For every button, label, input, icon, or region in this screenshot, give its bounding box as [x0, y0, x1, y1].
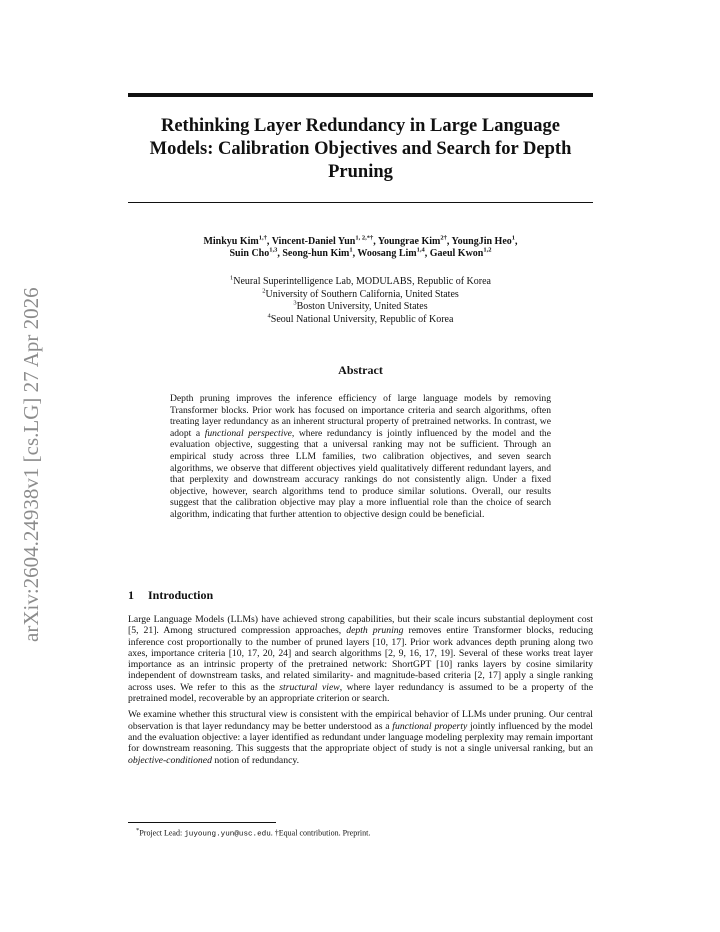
- affiliation-text: Boston University, United States: [296, 301, 428, 312]
- body-text: notion of redundancy.: [211, 754, 300, 766]
- footnote-text: Project Lead:: [139, 828, 185, 838]
- abstract-paragraph: [170, 393, 551, 521]
- footnote: [136, 826, 593, 840]
- footnote-marker: *: [136, 827, 140, 834]
- author-marker: 2†: [440, 234, 447, 242]
- footnote-text: . †Equal contribution. Preprint.: [270, 828, 371, 838]
- introduction-body: [128, 614, 593, 771]
- body-paragraph: [128, 709, 593, 765]
- body-paragraph: [128, 614, 593, 704]
- affiliation: [128, 314, 593, 327]
- arxiv-identifier: arXiv:2604.24938v1 [cs.LG] 27 Apr 2026: [19, 287, 43, 642]
- author-marker: 1, 2,*†: [355, 234, 374, 242]
- affiliation-marker: 4: [267, 312, 271, 320]
- author-name: Gaeul Kwon: [429, 248, 484, 259]
- affiliation-marker: 3: [293, 299, 297, 307]
- footnote-email: juyoung.yun@usc.edu: [184, 830, 271, 839]
- section-title: Introduction: [148, 588, 214, 602]
- section-number: 1: [128, 588, 134, 602]
- author-name: Woosang Lim: [357, 248, 417, 259]
- author-marker: 1,3: [269, 246, 278, 254]
- author-name: YoungJin Heo: [451, 236, 512, 247]
- body-emphasis: structural view: [279, 681, 340, 693]
- paper-title: Rethinking Layer Redundancy in Large Language Models: Calibration Objectives and Search for Depth Pruning: [149, 116, 572, 182]
- body-emphasis: functional property: [392, 720, 468, 732]
- body-text: , where layer redundancy is assumed to be a property of the pretrained model, recoverable by an appropriate criterion or search.: [128, 681, 593, 705]
- body-text: Large Language Models (LLMs) have achieved strong capabilities, but their scale incurs substantial deployment cost [5, 21]. Among structured compression approaches,: [128, 614, 593, 637]
- body-emphasis: depth pruning: [346, 625, 404, 637]
- author-name: Suin Cho: [229, 248, 270, 259]
- author-marker: 1,2: [483, 246, 492, 254]
- footnote-rule: [128, 822, 276, 823]
- affiliation-text: Neural Superintelligence Lab, MODULABS, Republic of Korea: [233, 276, 491, 287]
- body-text: We examine whether this structural view is consistent with the empirical behavior of LLMs under pruning. Our central observation is that layer redundancy may be better understood as a: [128, 709, 593, 732]
- author-name: Seong-hun Kim: [282, 248, 350, 259]
- affiliation: [128, 301, 593, 314]
- author-marker: 1: [349, 246, 353, 254]
- affiliation-list: [128, 276, 593, 326]
- abstract-body: [170, 393, 551, 521]
- body-emphasis: objective-conditioned: [128, 754, 212, 766]
- section-heading-introduction: [128, 588, 593, 603]
- author-name: Minkyu Kim: [203, 236, 259, 247]
- author-name: Vincent-Daniel Yun: [271, 236, 356, 247]
- title-top-rule: [128, 93, 593, 97]
- affiliation: [128, 289, 593, 302]
- affiliation-marker: 2: [262, 287, 266, 295]
- affiliation: [128, 276, 593, 289]
- body-text: jointly influenced by the model and the evaluation objective: a layer identified as redundant under language modeling perplexity may remain important for downstream reasoning. This suggests that the appropriate object of study is not a single universal ranking, but an: [128, 720, 593, 755]
- body-text: removes entire Transformer blocks, reducing inference cost proportionally to the number of pruned layers [10, 17]. Prior work advances depth pruning along two axes, importance criteria [10, 17, 20, 24] and search algorithms [2, 9, 16, 17, 19]. Several of these works treat layer importance as an intrinsic property of the pretrained network: ShortGPT [10] ranks layers by cosine similarity independent of downstream tasks, and related similarity- and magnitude-based criteria [2, 17] apply a single ranking across uses. We refer to this as the: [128, 625, 593, 693]
- author-marker: 1,†: [258, 234, 267, 242]
- author-list: Minkyu Kim$^{1,\dagger}$, Vincent-Daniel Yun$^{1, 2,*\dagger}$, Youngrae Kim$^{2\dagger}$, YoungJin Heo$^1$, Suin Cho$^{1,3}$, Seong-hun Kim$^1$, Woosang Lim$^{1,4}$, Gaeul Kwon$^{1,2}$: [203, 234, 518, 259]
- affiliation-text: Seoul National University, Republic of Korea: [270, 313, 454, 325]
- abstract-text: Depth pruning improves the inference efficiency of large language models by removing Transformer blocks. Prior work has focused on importance criteria and search algorithms, often treating layer redundancy as an inherent structural property of pretrained networks. In contrast, we adopt a: [170, 393, 551, 439]
- title-bottom-rule: [128, 202, 593, 203]
- abstract-heading: Abstract: [338, 363, 383, 377]
- abstract-text: , where redundancy is jointly influenced by the model and the evaluation objective, suggesting that a universal ranking may not be sufficient. Through an empirical study across three LLM families, two calibration objectives, and seven search algorithms, we observe that different objectives yield qualitatively different redundant layers, and that perplexity and downstream accuracy rankings do not consistently align. Under a fixed objective, however, search algorithms tend to produce similar solutions. Overall, our results suggest that the calibration objective may play a more influential role than the choice of search algorithm, indicating that further attention to objective design could be beneficial.: [170, 427, 551, 520]
- author-name: Youngrae Kim: [377, 236, 441, 247]
- author-marker: 1,4: [416, 246, 425, 254]
- abstract-emphasis: functional perspective: [204, 427, 292, 439]
- affiliation-marker: 1: [230, 274, 234, 282]
- author-marker: 1: [511, 234, 516, 242]
- affiliation-text: University of Southern California, United States: [265, 288, 459, 300]
